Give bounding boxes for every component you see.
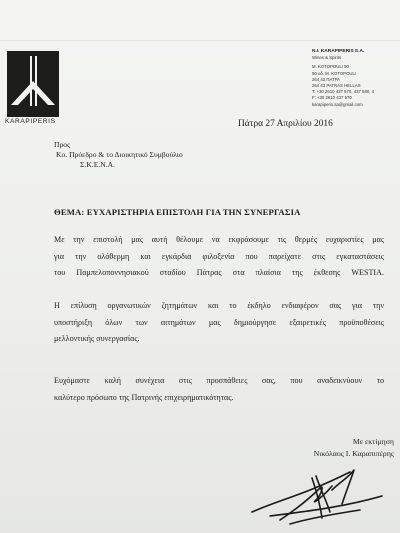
paragraph-line: μελλοντικής συνεργασίας. (54, 334, 140, 343)
handwritten-signature-icon (250, 460, 385, 528)
closing-block (290, 436, 394, 460)
paragraph-line: για την ολόθερμη και εγκάρδια φιλοξενία που παρείχατε στις εγκαταστάσεις (54, 251, 384, 261)
paragraph-line: Η επίλυση οργανωτικών ζητημάτων και το έκδηλο ενδιαφέρον σας για την (54, 301, 384, 310)
logo-wordmark: KARAPIPERIS (5, 118, 56, 125)
body-paragraph-3 (54, 373, 384, 406)
signer-name: Νικόλαος Ι. Καραπιπέρης (313, 449, 394, 458)
paragraph-line: του Παμπελοποννησιακού σταδίου Πάτρας στα πλαίσια της έκθεσης WESTIA. (54, 268, 384, 277)
letter-subject: ΘΕΜΑ: ΕΥΧΑΡΙΣΤΗΡΙΑ ΕΠΙΣΤΟΛΗ ΓΙΑ ΤΗΝ ΣΥΝΕΡΓΑΣΙΑ (54, 207, 301, 217)
closing-salutation: Με εκτίμηση (352, 437, 394, 446)
company-line: F: +30 2610 437 570 (312, 95, 352, 101)
company-line: M. KOTOPOULI 50 (312, 64, 349, 70)
company-letterhead (312, 49, 400, 108)
company-line: 264 43 ΠΑΤΡΑ (312, 76, 341, 82)
paragraph-line: Ευχόμαστε καλή συνέχεια στις προσπάθειες σας, που αναδεικνύουν το (54, 376, 384, 385)
paragraph-line: καλύτερο πρόσωπο της Πατρινής επιχειρηματικότητας. (54, 392, 234, 402)
addressee-line: Κο. Πρόεδρο & το Διοικητικό Συμβούλιο (56, 150, 183, 159)
company-subtitle: Wines & Spirits (312, 55, 342, 61)
body-paragraph-2 (54, 298, 384, 348)
company-name: N.I. KARAPIPERIS S.A. (312, 49, 365, 54)
addressee-org: Σ.Κ.Ε.Ν.Α. (80, 160, 116, 169)
karapiperis-logo-icon (7, 51, 59, 117)
body-paragraph-1 (54, 232, 384, 282)
addressee-to: Προς (54, 140, 71, 149)
paragraph-line: Με την επιστολή μας αυτή θέλουμε να εκφράσουμε τις θερμές ευχαριστίες μας (54, 235, 384, 244)
letter-date: Πάτρα 27 Απριλίου 2016 (238, 119, 333, 129)
company-line: 264 43 PATRAS HELLAS (312, 83, 361, 89)
paper-fold (0, 40, 400, 41)
addressee-block (54, 140, 183, 170)
company-line: 50 oδ. M. KOTOPOULI (312, 70, 357, 76)
company-email: karapiperis.sa@gmail.com (312, 101, 363, 107)
paragraph-line: υποστήριξη όλων των αιτημάτων μας δημιούργησε εξαιρετικές προϋποθέσεις (54, 317, 384, 327)
company-line: T: +30 2610 437 570, 437 580, 4 (312, 89, 375, 95)
